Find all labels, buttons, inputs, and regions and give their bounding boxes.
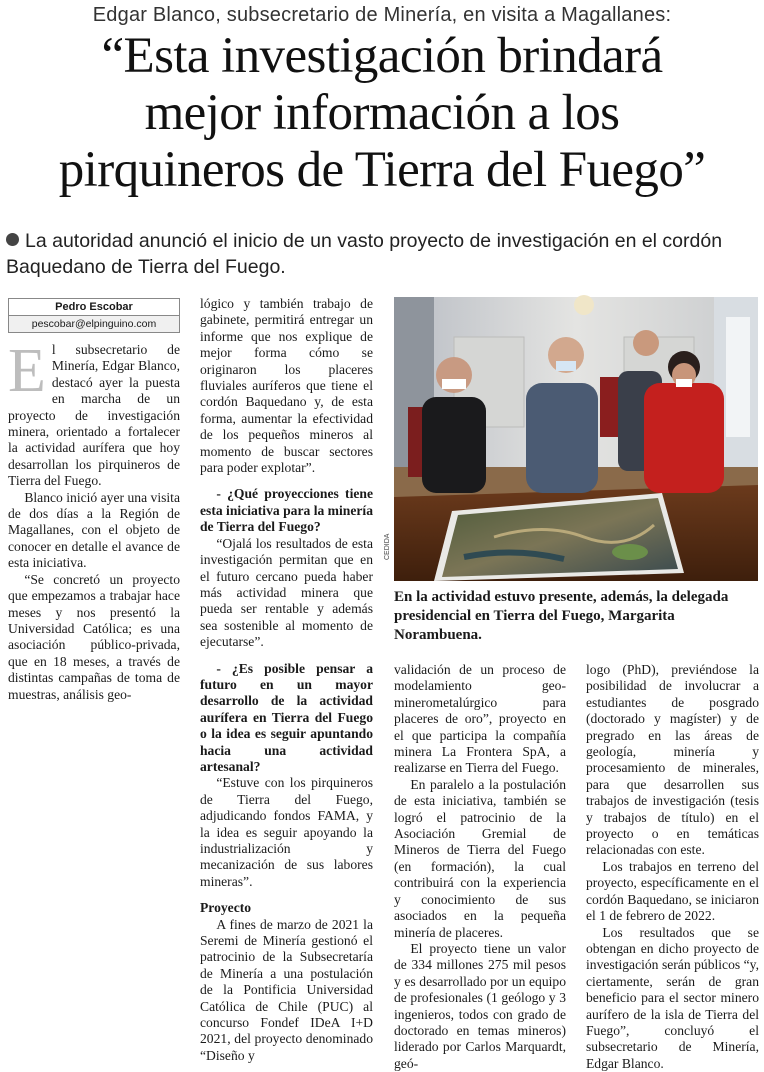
subhead-text: La autoridad anunció el inicio de un vasto proyecto de investigación en el cordón Baquedano de Tierra del Fuego. [6, 230, 722, 278]
question-1: - ¿Qué proyecciones tiene esta iniciativa para la minería de Tierra del Fuego? [200, 486, 373, 535]
col4-paragraph-1: logo (PhD), previéndose la posibilidad de involucrar a estudiantes de posgrado (doctorado y magíster) y de pregrado en las áreas de geología, minería y procesamiento de minerales, para que desarrollen sus trabajos de investigación (tesis y trabajos de título) en el proyecto o en temáticas relacionadas con este. [586, 662, 759, 859]
headline-line-3: pirquineros de Tierra del Fuego” [59, 142, 706, 198]
col2-paragraph-3: “Estuve con los pirquineros de Tierra del Fuego, adjudicando fondos FAMA, y la idea es seguir apoyando la industrialización y mecanización de sus labores mineras”. [200, 775, 373, 890]
article-photo [394, 297, 758, 581]
headline [0, 28, 764, 199]
col4-paragraph-3: Los resultados que se obtengan en dicho proyecto de investigación serán públicos “y, ciertamente, serán de gran beneficio para el sector minero aurífero de la isla de Tierra del Fuego”, concluyó el subsecretario de Minería, Edgar Blanco. [586, 925, 759, 1072]
byline-email[interactable]: pescobar@elpinguino.com [9, 316, 179, 332]
article-column-4 [586, 662, 759, 1072]
col2-paragraph-2: “Ojalá los resultados de esta investigación permitan que en el futuro cercano pueda haber más actividad minera que pueda ser rentable y además sea sostenible al momento de ejecutarse”. [200, 536, 373, 651]
photo-caption: En la actividad estuvo presente, además, la delegada presidencial en Tierra del Fuego, Margarita Norambuena. [394, 588, 760, 645]
col2-paragraph-4: A fines de marzo de 2021 la Seremi de Minería gestionó el patrocinio de la Subsecretaría de Minería a una postulación de la Pontificia Universidad Católica de Chile (PUC) al concurso Fondef IDeA I+D 2021, del proyecto denominado “Diseño y [200, 917, 373, 1065]
col2-paragraph-1: lógico y también trabajo de gabinete, permitirá entregar un informe que nos explique de mejor forma cómo se originaron los placeres fluviales auríferos que tiene el cordón Baquedano y, de esta forma, aumentar la efectividad de los pequeños mineros al momento de buscar sectores para poder explotar”. [200, 296, 373, 476]
col3-paragraph-3: El proyecto tiene un valor de 334 millones 275 mil pesos y es desarrollado por un equipo de profesionales (1 geólogo y 3 ingenieros, todos con grado de doctorado en temas mineros) liderado por Carlos Marquardt, geó- [394, 941, 566, 1072]
photo-illustration [394, 297, 758, 581]
byline-box [8, 298, 180, 333]
bullet-icon [6, 233, 19, 246]
col3-paragraph-1: validación de un proceso de modelamiento geo-minerometalúrgico para placeres de oro”, proyecto en el que participa la compañía minera La Frontera SpA, a realizarse en Tierra del Fuego. [394, 662, 566, 777]
col1-paragraph-2: Blanco inició ayer una visita de dos días a la Región de Magallanes, con el objeto de conocer en detalle el avance de esta iniciativa. [8, 490, 180, 572]
section-heading: Proyecto [200, 900, 373, 916]
photo-credit: CEDIDA [384, 534, 391, 560]
kicker: Edgar Blanco, subsecretario de Minería, en visita a Magallanes: [0, 4, 764, 27]
article-column-1 [8, 342, 180, 703]
article-column-3 [394, 662, 566, 1072]
headline-line-1: “Esta investigación brindará [102, 28, 663, 84]
col1-paragraph-3: “Se concretó un proyecto que empezamos a trabajar hace meses y nos presentó la Universidad Católica; es una asociación público-privada, que en 18 meses, a través de distintas campañas de toma de muestras, análisis geo- [8, 572, 180, 703]
drop-cap: E [8, 344, 46, 398]
col3-paragraph-2: En paralelo a la postulación de esta iniciativa, también se logró el patrocinio de la Asociación Gremial de Mineros de Tierra del Fuego (en formación), la cual contribuirá con la experiencia y conocimiento de sus asociados en la pequeña minería de placeres. [394, 777, 566, 941]
subhead [6, 228, 758, 280]
headline-line-2: mejor información a los [145, 85, 620, 141]
article-column-2 [200, 296, 373, 1064]
col4-paragraph-2: Los trabajos en terreno del proyecto, específicamente en el cordón Baquedano, se iniciaron el 1 de febrero de 2022. [586, 859, 759, 925]
col1-paragraph-1: l subsecretario de Minería, Edgar Blanco, destacó ayer la puesta en marcha de un proyecto de investigación minera, orientado a fortalecer la actividad aurífera que hoy desarrollan los pirquineros de Tierra del Fuego. [8, 342, 180, 490]
question-2: - ¿Es posible pensar a futuro en un mayor desarrollo de la actividad aurífera en Tierra del Fuego o la idea es seguir apuntando hacia una actividad artesanal? [200, 661, 373, 776]
byline-name: Pedro Escobar [9, 299, 179, 316]
